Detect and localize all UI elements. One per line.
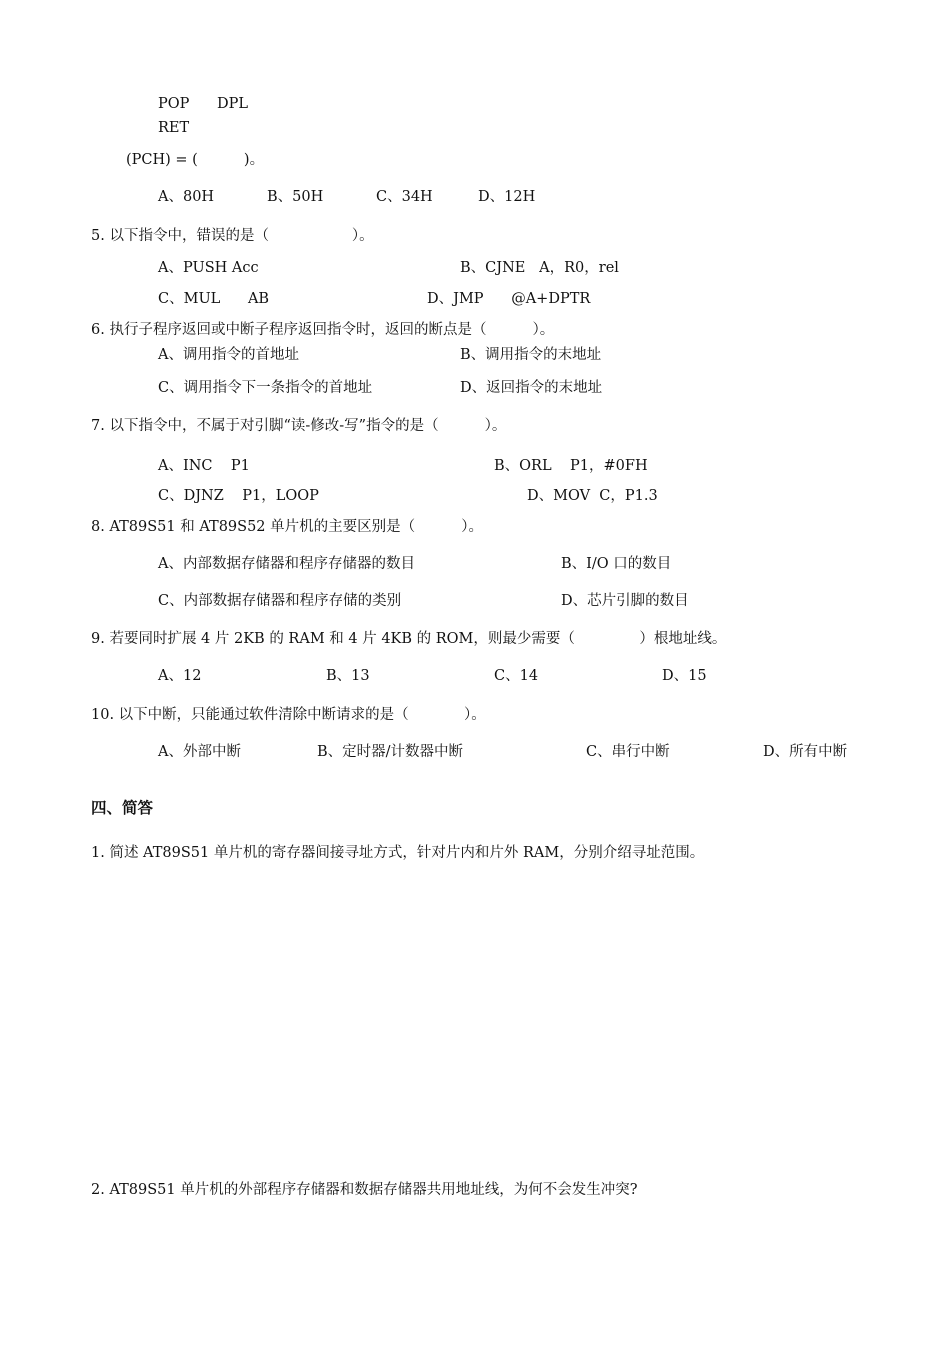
q6-option-c: C、调用指令下一条指令的首地址 (158, 380, 373, 396)
code-line-pop-dpl: POP DPL (158, 96, 249, 112)
q6-option-a: A、调用指令的首地址 (158, 347, 299, 363)
q6-stem: 6. 执行子程序返回或中断子程序返回指令时，返回的断点是（ ）。 (91, 322, 555, 338)
q6-option-b: B、调用指令的末地址 (460, 347, 602, 363)
q4-option-a: A、80H (158, 189, 215, 205)
q10-option-b: B、定时器/计数器中断 (317, 744, 464, 760)
q4-stem: (PCH) = ( )。 (126, 152, 265, 168)
q8-option-a: A、内部数据存储器和程序存储器的数目 (158, 556, 415, 572)
q8-option-c: C、内部数据存储器和程序存储的类别 (158, 593, 402, 609)
q7-option-b: B、ORL P1，#0FH (494, 458, 648, 474)
short-answer-q2: 2. AT89S51 单片机的外部程序存储器和数据存储器共用地址线，为何不会发生冲突? (91, 1182, 638, 1198)
q8-option-b: B、I/O 口的数目 (561, 556, 672, 572)
q4-option-d: D、12H (478, 189, 536, 205)
code-line-ret: RET (158, 120, 190, 136)
q5-option-b: B、CJNE A，R0，rel (460, 260, 619, 276)
q9-option-c: C、14 (494, 668, 539, 684)
q10-stem: 10. 以下中断，只能通过软件清除中断请求的是（ ）。 (91, 707, 486, 723)
q9-option-a: A、12 (158, 668, 202, 684)
q8-option-d: D、芯片引脚的数目 (561, 593, 689, 609)
q10-option-a: A、外部中断 (158, 744, 241, 760)
q6-option-d: D、返回指令的末地址 (460, 380, 603, 396)
q5-option-c: C、MUL AB (158, 291, 270, 307)
q10-option-d: D、所有中断 (763, 744, 848, 760)
q9-option-b: B、13 (326, 668, 370, 684)
q7-stem: 7. 以下指令中，不属于对引脚“读-修改-写”指令的是（ ）。 (91, 418, 507, 434)
q5-option-d: D、JMP @A+DPTR (427, 291, 591, 307)
q4-option-c: C、34H (376, 189, 433, 205)
q8-stem: 8. AT89S51 和 AT89S52 单片机的主要区别是（ ）。 (91, 519, 483, 535)
q9-option-d: D、15 (662, 668, 707, 684)
section-heading-short-answer: 四、简答 (91, 799, 154, 817)
q7-option-a: A、INC P1 (158, 458, 250, 474)
q4-option-b: B、50H (267, 189, 324, 205)
short-answer-q1: 1. 简述 AT89S51 单片机的寄存器间接寻址方式，针对片内和片外 RAM，分别介绍寻址范围。 (91, 845, 705, 861)
q7-option-c: C、DJNZ P1，LOOP (158, 488, 319, 504)
q5-stem: 5. 以下指令中，错误的是（ ）。 (91, 228, 374, 244)
q10-option-c: C、串行中断 (586, 744, 670, 760)
q9-stem: 9. 若要同时扩展 4 片 2KB 的 RAM 和 4 片 4KB 的 ROM，则最少需要（ ）根地址线。 (91, 631, 727, 647)
q7-option-d: D、MOV C，P1.3 (527, 488, 658, 504)
q5-option-a: A、PUSH Acc (158, 260, 259, 276)
